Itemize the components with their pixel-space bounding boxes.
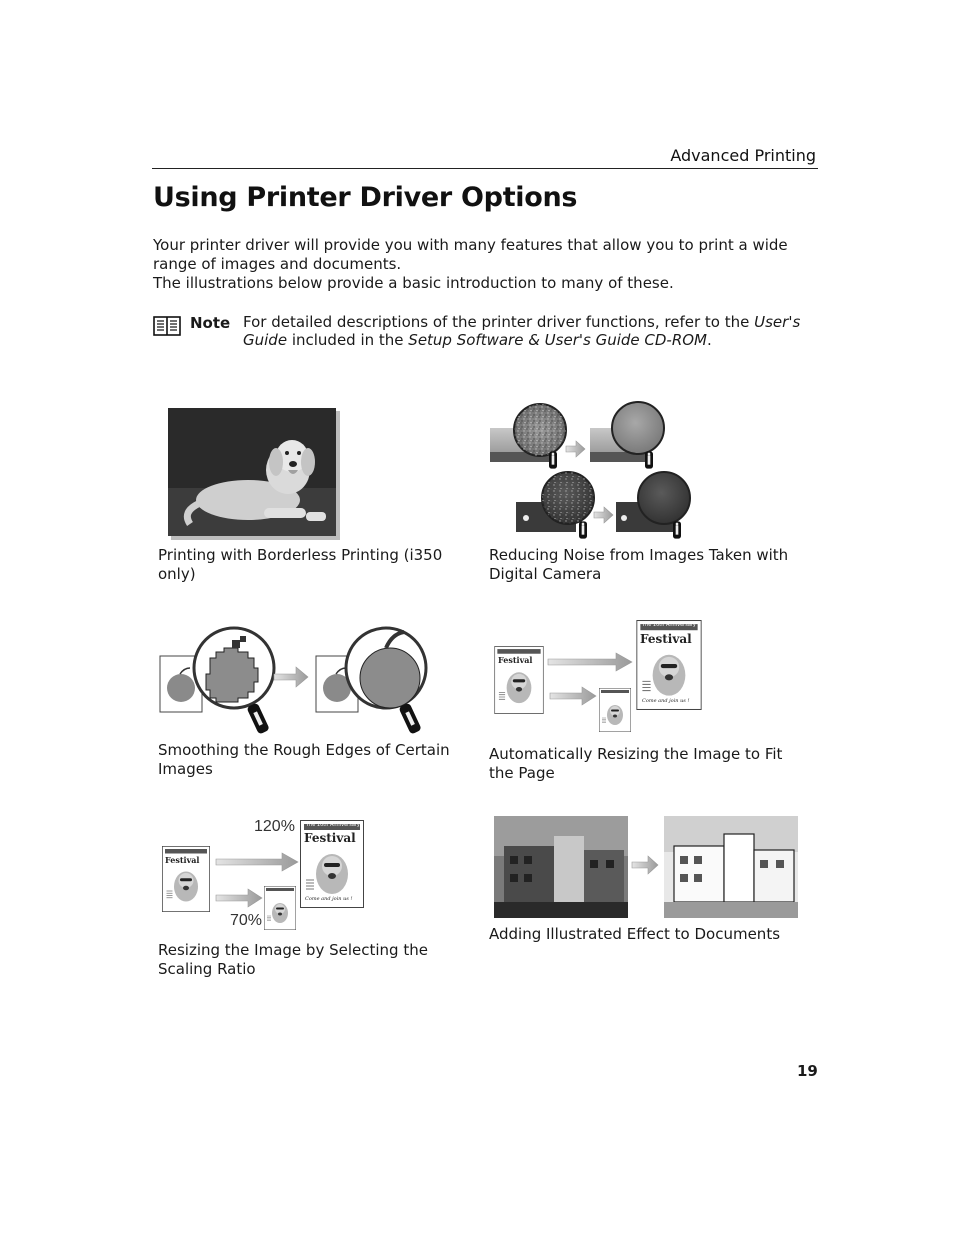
arrow-right-icon bbox=[214, 888, 264, 908]
scale-down-label: 70% bbox=[230, 912, 263, 929]
caption-noise-reduction: Reducing Noise from Images Taken with Digital Camera bbox=[489, 546, 789, 583]
original-poster-title: Festival bbox=[165, 855, 200, 865]
large-poster-title: Festival bbox=[640, 632, 692, 646]
large-poster-banner: The 10th Anniversary bbox=[642, 622, 696, 628]
note-text bbox=[243, 313, 803, 349]
caption-smoothing-edges: Smoothing the Rough Edges of Certain Images bbox=[158, 741, 450, 778]
users-guide-title: User's Guide bbox=[243, 313, 801, 349]
book-icon bbox=[153, 316, 181, 336]
arrow-right-icon bbox=[546, 652, 634, 672]
arrow-right-icon bbox=[548, 686, 598, 706]
cd-rom-title: Setup Software & User's Guide CD-ROM bbox=[408, 331, 707, 349]
page-title: Using Printer Driver Options bbox=[153, 182, 578, 213]
large-poster-footer: Come and join us ! bbox=[642, 698, 690, 704]
caption-illustrated-effect: Adding Illustrated Effect to Documents bbox=[489, 925, 781, 943]
arrow-right-icon bbox=[214, 852, 300, 872]
reduced-poster bbox=[264, 886, 296, 930]
enlarged-poster-banner: The 10th Anniversary bbox=[306, 822, 360, 828]
enlarged-poster-footer: Come and join us ! bbox=[305, 896, 353, 902]
borderless-dog-photo bbox=[168, 408, 340, 540]
illustrated-effect-illustration bbox=[494, 816, 800, 920]
note-text-middle: included in the bbox=[287, 331, 409, 349]
note-text-before: For detailed descriptions of the printer driver functions, refer to the bbox=[243, 313, 755, 331]
smoothing-edges-illustration bbox=[158, 618, 430, 736]
noise-reduction-illustration bbox=[490, 398, 700, 543]
scale-up-label: 120% bbox=[254, 818, 295, 835]
scaling-ratio-illustration bbox=[162, 814, 368, 934]
header-rule bbox=[152, 168, 818, 169]
intro-text bbox=[153, 236, 823, 293]
caption-scaling-ratio: Resizing the Image by Selecting the Scaling Ratio bbox=[158, 941, 428, 978]
intro-paragraph-1: Your printer driver will provide you with many features that allow you to print a wide range of images and documents. bbox=[153, 236, 788, 273]
page-number: 19 bbox=[797, 1062, 818, 1080]
enlarged-poster-title: Festival bbox=[304, 831, 356, 845]
caption-borderless: Printing with Borderless Printing (i350 only) bbox=[158, 546, 443, 583]
note-text-after: . bbox=[707, 331, 712, 349]
fit-to-page-illustration bbox=[494, 620, 706, 734]
note-label: Note bbox=[190, 314, 231, 332]
magnifier-icon bbox=[549, 451, 557, 468]
intro-paragraph-2: The illustrations below provide a basic introduction to many of these. bbox=[153, 274, 674, 292]
caption-fit-to-page: Automatically Resizing the Image to Fit the Page bbox=[489, 745, 783, 782]
section-label: Advanced Printing bbox=[670, 146, 816, 165]
small-poster-title: Festival bbox=[498, 655, 533, 665]
tiny-poster bbox=[598, 688, 632, 732]
